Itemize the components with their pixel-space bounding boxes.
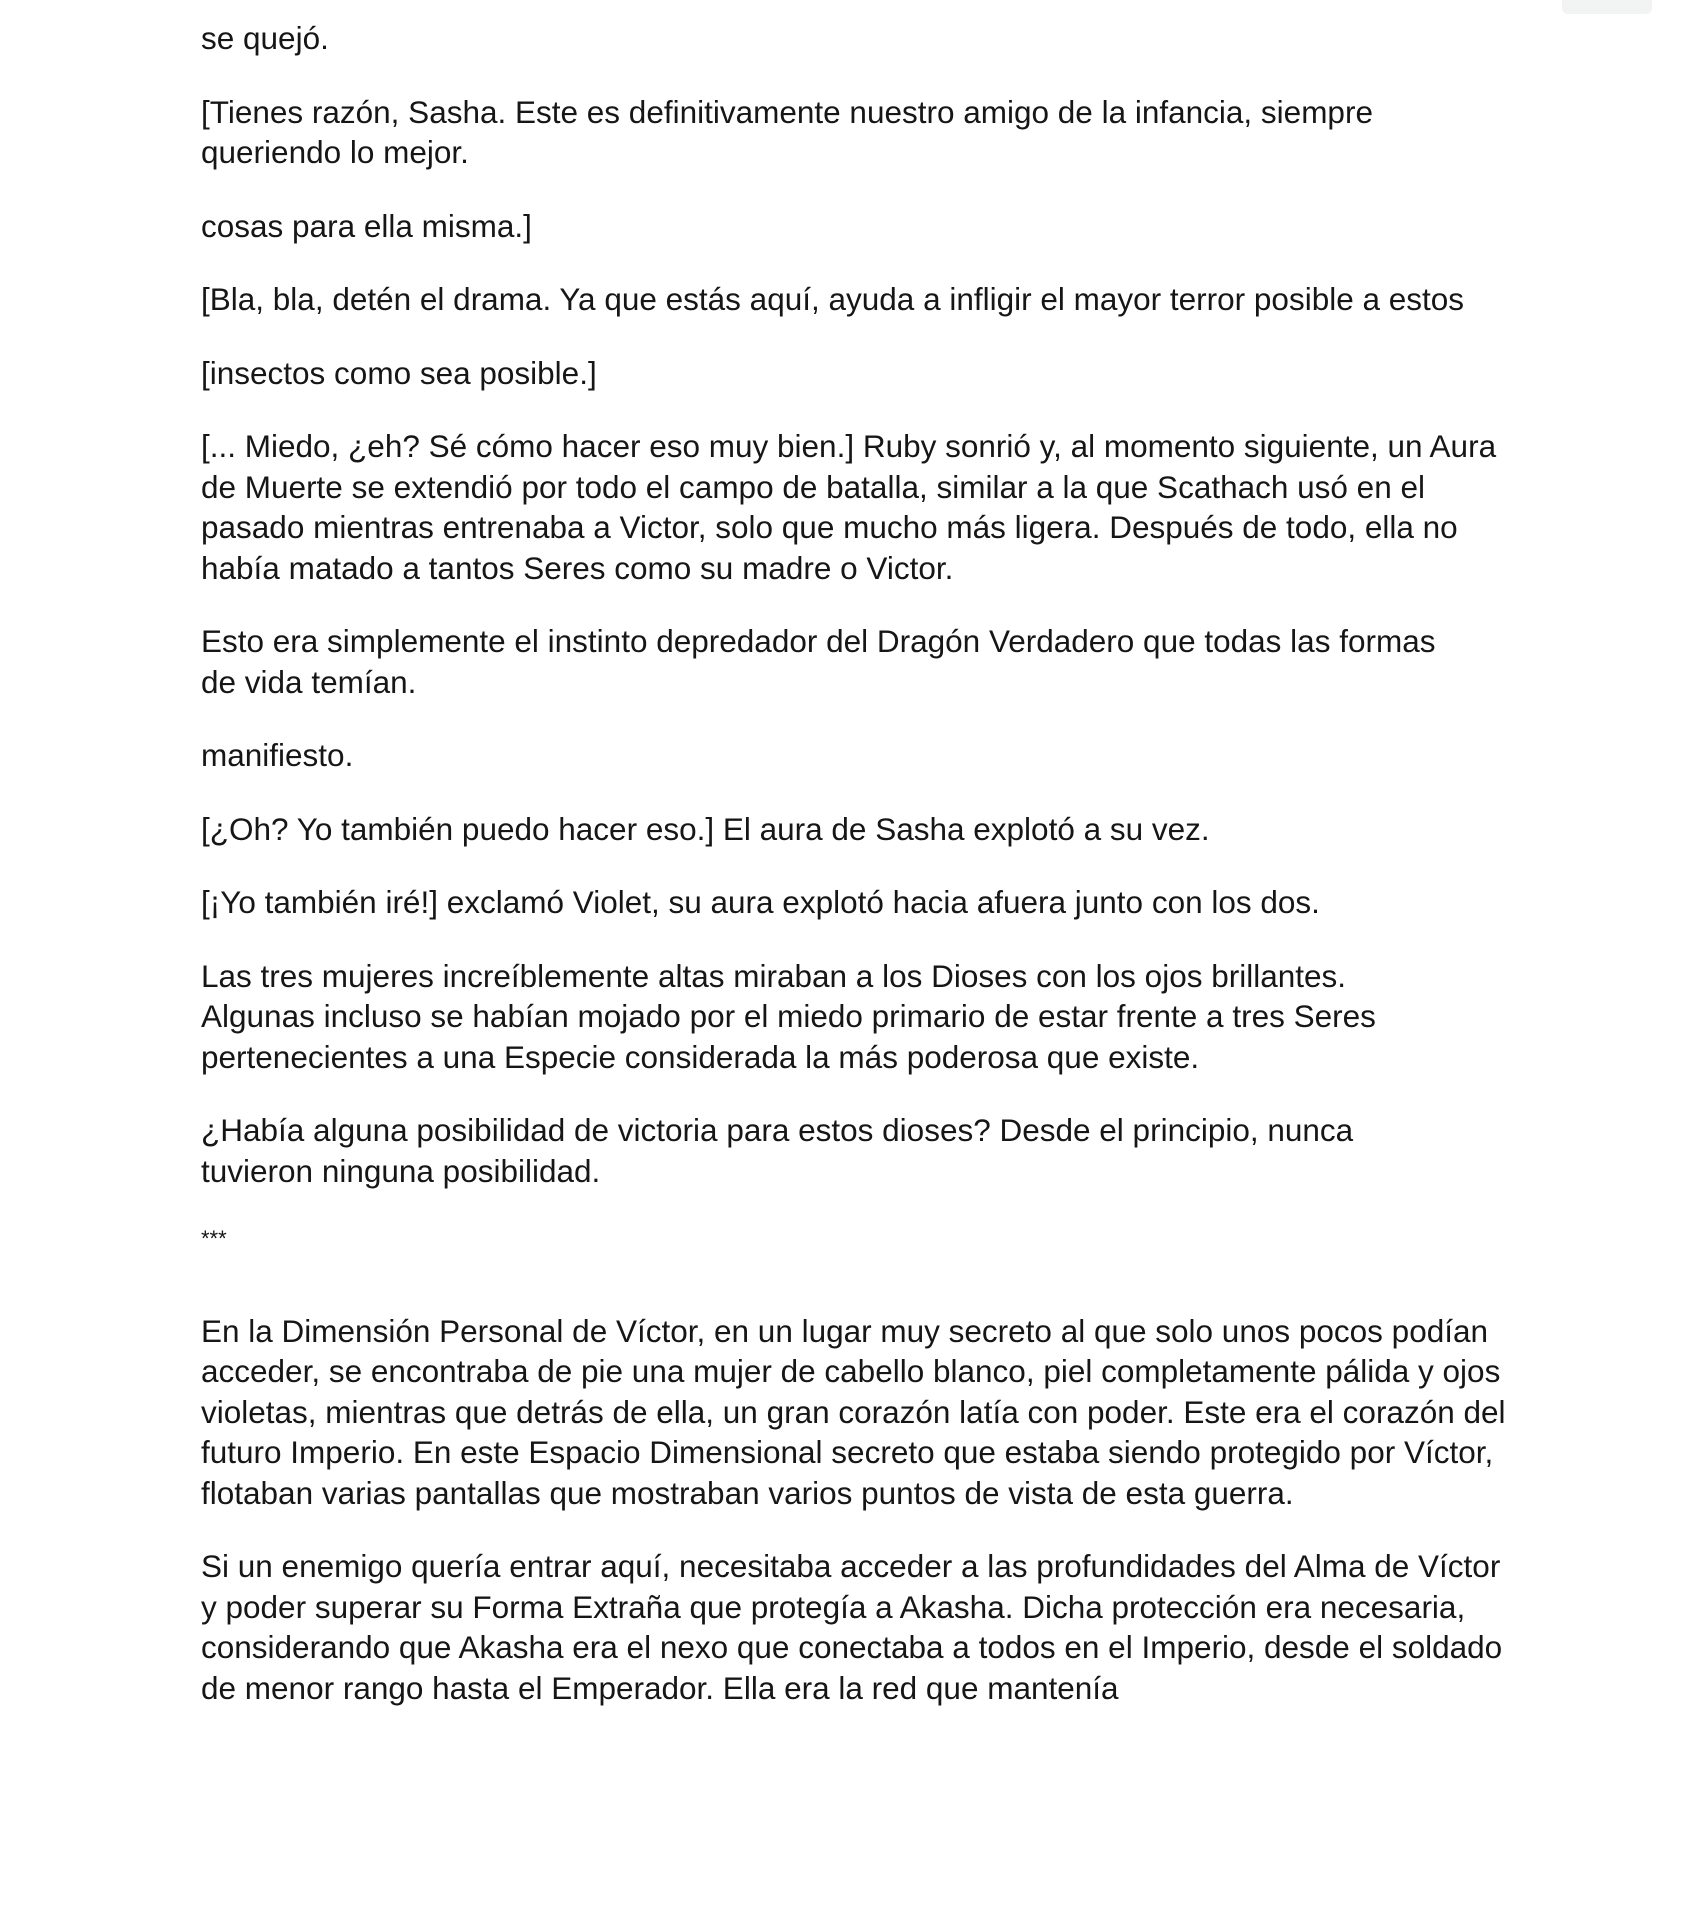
paragraph-3: cosas para ella misma.] xyxy=(201,207,532,244)
paragraph-6: [... Miedo, ¿eh? Sé cómo hacer eso muy bien.] Ruby sonrió y, al momento siguiente, un Aura de Muerte se extendió por todo el campo de batalla, similar a la que Scathach usó en el pasado mientras entrenaba a Victor, solo que mucho más ligera. Después de todo, ella no había matado a tantos Seres como su madre o Victor. xyxy=(201,428,1497,586)
paragraph-11: Las tres mujeres increíblemente altas miraban a los Dioses con los ojos brillantes. Algunas incluso se habían mojado por el miedo primario de estar frente a tres Seres pertenecientes a una Especie considerada la más poderosa que existe. xyxy=(201,957,1376,1075)
paragraph-9: [¿Oh? Yo también puedo hacer eso.] El aura de Sasha explotó a su vez. xyxy=(201,810,1210,847)
paragraph-2: [Tienes razón, Sasha. Este es definitivamente nuestro amigo de la infancia, siempre queriendo lo mejor. xyxy=(201,93,1373,170)
paragraph-1: se quejó. xyxy=(201,20,329,56)
paragraph-13: En la Dimensión Personal de Víctor, en un lugar muy secreto al que solo unos pocos podían acceder, se encontraba de pie una mujer de cabello blanco, piel completamente pálida y ojos violetas, mientras que detrás de ella, un gran corazón latía con poder. Este era el corazón del futuro Imperio. En este Espacio Dimensional secreto que estaba siendo protegido por Víctor, flotaban varias pantallas que mostraban varios puntos de vista de esta guerra. xyxy=(201,1312,1506,1511)
paragraph-8: manifiesto. xyxy=(201,737,354,773)
section-separator: *** xyxy=(201,1226,227,1251)
paragraph-7: Esto era simplemente el instinto depredador del Dragón Verdadero que todas las formas de vida temían. xyxy=(201,623,1436,700)
paragraph-5: [insectos como sea posible.] xyxy=(201,354,597,391)
paragraph-14: Si un enemigo quería entrar aquí, necesitaba acceder a las profundidades del Alma de Víctor y poder superar su Forma Extraña que protegía a Akasha. Dicha protección era necesaria, considerando que Akasha era el nexo que conectaba a todos en el Imperio, desde el soldado de menor rango hasta el Emperador. Ella era la red que mantenía xyxy=(201,1548,1503,1706)
document-body xyxy=(201,18,1521,1708)
paragraph-4: [Bla, bla, detén el drama. Ya que estás aquí, ayuda a infligir el mayor terror posible a estos xyxy=(201,281,1465,317)
page-corner-mark xyxy=(1562,0,1652,14)
paragraph-12: ¿Había alguna posibilidad de victoria para estos dioses? Desde el principio, nunca tuvieron ninguna posibilidad. xyxy=(201,1112,1354,1189)
paragraph-10: [¡Yo también iré!] exclamó Violet, su aura explotó hacia afuera junto con los dos. xyxy=(201,884,1320,920)
